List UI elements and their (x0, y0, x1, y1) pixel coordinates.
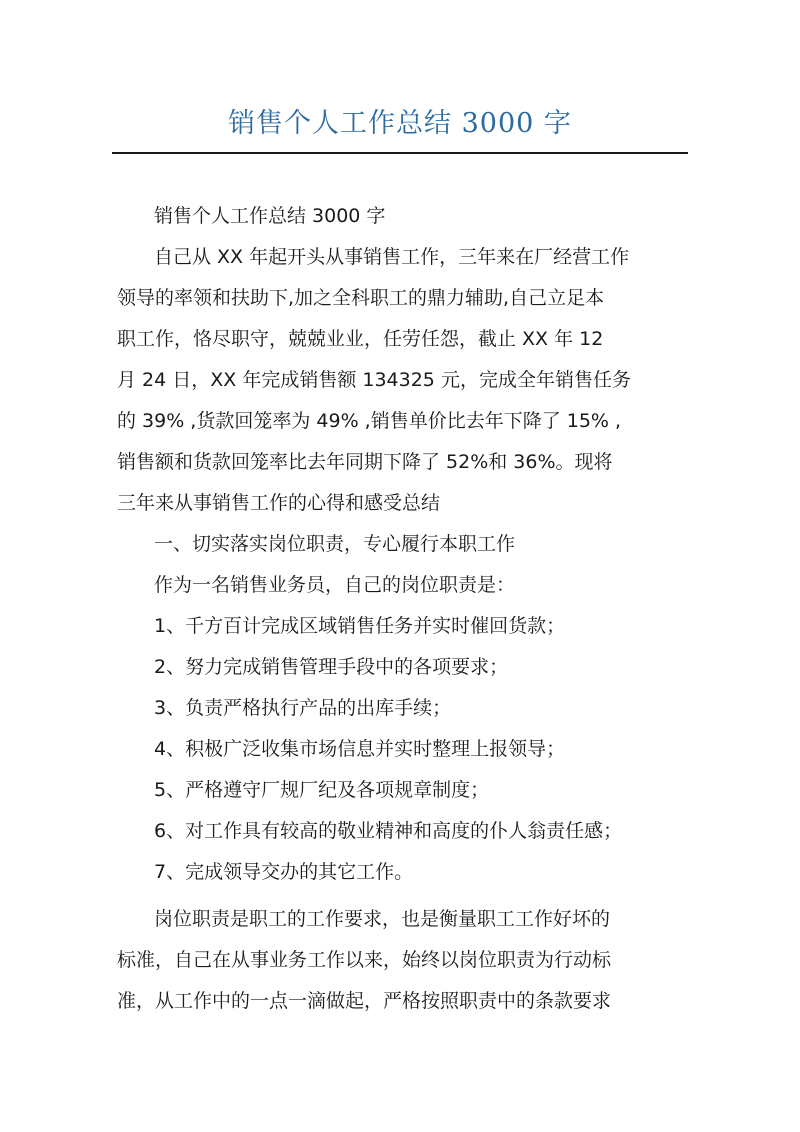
body-line: 标准，自己在从事业务工作以来，始终以岗位职责为行动标 (117, 949, 612, 971)
document-title: 销售个人工作总结 3000 字 (228, 108, 572, 139)
body-line: 准，从工作中的一点一滴做起，严格按照职责中的条款要求 (117, 990, 612, 1012)
duty-item: 4、积极广泛收集市场信息并实时整理上报领导； (154, 738, 566, 760)
body-line: 三年来从事销售工作的心得和感受总结 (117, 492, 441, 514)
body-line: 月 24 日，XX 年完成销售额 134325 元，完成全年销售任务 (117, 369, 631, 391)
duty-item: 6、对工作具有较高的敬业精神和高度的仆人翁责任感； (154, 820, 623, 842)
body-line: 的 39% ,货款回笼率为 49% ,销售单价比去年下降了 15% , (117, 410, 622, 432)
body-line: 自己从 XX 年起开头从事销售工作，三年来在厂经营工作 (154, 246, 630, 268)
body-line: 销售个人工作总结 3000 字 (154, 205, 386, 227)
duty-item: 5、严格遵守厂规厂纪及各项规章制度； (154, 779, 490, 801)
body-line: 岗位职责是职工的工作要求，也是衡量职工工作好坏的 (154, 908, 611, 930)
duty-item: 3、负责严格执行产品的出库手续； (154, 697, 452, 719)
duty-item: 1、千方百计完成区域销售任务并实时催回货款； (154, 615, 566, 637)
section-heading: 一、切实落实岗位职责，专心履行本职工作 (154, 533, 516, 555)
body-line: 职工作，恪尽职守，兢兢业业，任劳任怨，截止 XX 年 12 (117, 328, 604, 350)
body-line: 作为一名销售业务员，自己的岗位职责是： (154, 574, 516, 596)
duty-item: 2、努力完成销售管理手段中的各项要求； (154, 656, 509, 678)
body-line: 销售额和货款回笼率比去年同期下降了 52%和 36%。现将 (117, 451, 613, 473)
body-line: 领导的率领和扶助下,加之全科职工的鼎力辅助,自己立足本 (117, 287, 605, 309)
title-divider (112, 152, 688, 154)
duty-item: 7、完成领导交办的其它工作。 (154, 861, 414, 883)
document-body (117, 196, 687, 1022)
